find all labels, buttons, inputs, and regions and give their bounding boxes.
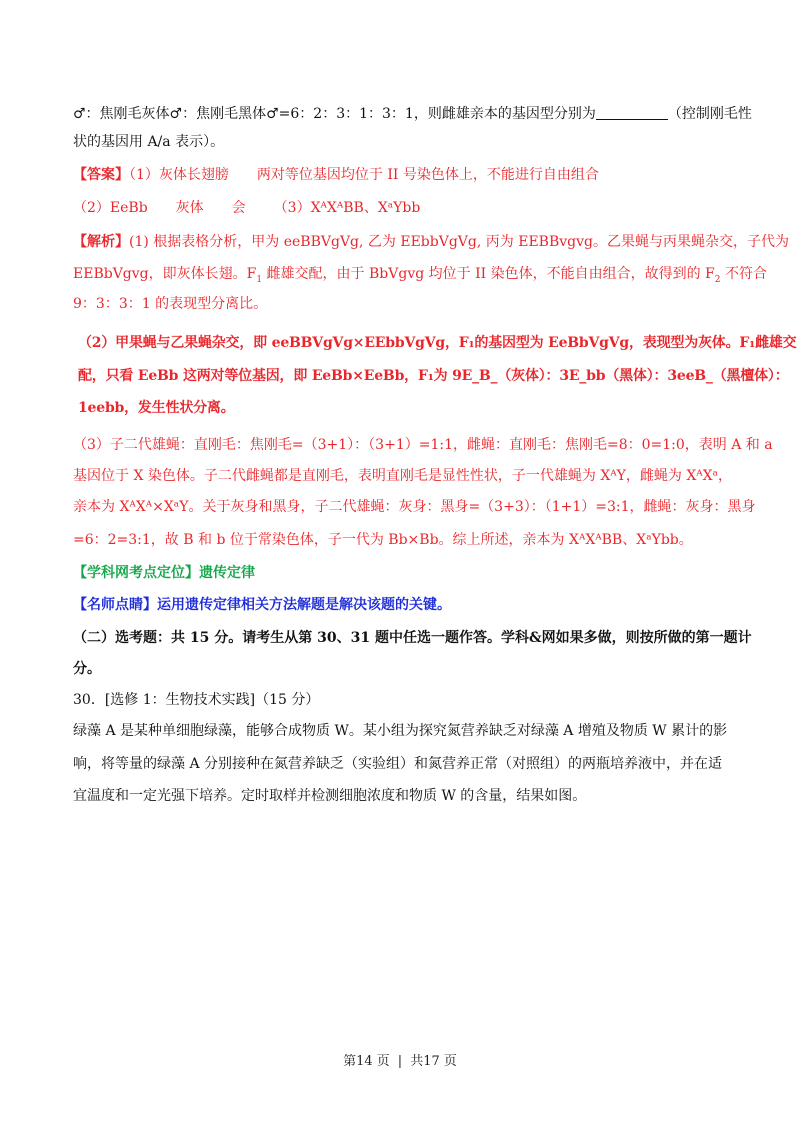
analysis-line: EEBbVgvg，即灰体长翅。$F_1$ 雌雄交配，由于 BbVgvg 均位于 II 染色体，不能自由组合，故得到的 $F_2$ 不符合 [73, 266, 767, 285]
question-text-line: 宜温度和一定光强下培养。定时取样并检测细胞浓度和物质 W 的含量，结果如图。 [73, 788, 587, 804]
page-total: 共17 页 [410, 1054, 457, 1069]
page-number: 第14 页 [343, 1054, 390, 1069]
analysis-line: 【解析】(1) 根据表格分析，甲为 eeBBVgVg, 乙为 EEbbVgVg, 丙为 EEBBvgvg。乙果蝇与丙果蝇杂交，子代为 [73, 234, 789, 250]
answer-line: 【答案】（1）灰体长翅膀 两对等位基因均位于 II 号染色体上，不能进行自由组合 [73, 167, 599, 183]
question-text-line: 绿藻 A 是某种单细胞绿藻，能够合成物质 W。某小组为探究氮营养缺乏对绿藻 A 增殖及物质 W 累计的影 [73, 723, 728, 739]
question-text-line: 响，将等量的绿藻 A 分别接种在氮营养缺乏（实验组）和氮营养正常（对照组）的两瓶培养液中，并在适 [73, 756, 723, 772]
question-text-line: ♂：焦刚毛灰体♂：焦刚毛黑体♂=6：2：3：1：3：1，则雌雄亲本的基因型分别为 （控制刚毛性 [73, 106, 752, 122]
analysis-line: 亲本为 XᴬXᴬ×XᵃY。关于灰身和黑身，子二代雄蝇：灰身：黑身=（3+3）：（1+1）=3:1，雌蝇：灰身：黑身 [73, 499, 756, 515]
topic-location: 【学科网考点定位】遗传定律 [73, 565, 255, 581]
teacher-tip: 【名师点睛】运用遗传定律相关方法解题是解决该题的关键。 [73, 597, 451, 613]
answer-blank [596, 105, 668, 120]
question-text-line: 状的基因用 A/a 表示）。 [73, 134, 225, 150]
analysis-tag: 【解析】 [73, 234, 129, 250]
section-heading: 分。 [73, 661, 101, 677]
analysis-line: 配，只看 EeBb 这两对等位基因，即 EeBb×EeBb，F₁为 9E_B_（灰体）：3E_bb（黑体）：3eeB_（黑檀体）： [78, 368, 789, 384]
analysis-line: 9：3：3：1 的表现型分离比。 [73, 296, 268, 312]
answer-tag: 【答案】 [73, 167, 129, 183]
question-title: 30．[选修 1：生物技术实践]（15 分） [73, 692, 320, 708]
page-footer: 第14 页 | 共17 页 [343, 1054, 457, 1069]
analysis-line: =6：2=3:1，故 B 和 b 位于常染色体，子一代为 Bb×Bb。综上所述，亲本为 XᴬXᴬBB、XᵃYbb。 [73, 532, 693, 548]
analysis-line: 1eebb，发生性状分离。 [78, 400, 235, 416]
analysis-line: （2）甲果蝇与乙果蝇杂交，即 eeBBVgVg×EEbbVgVg，F₁的基因型为 EeBbVgVg，表现型为灰体。F₁雌雄交 [78, 335, 797, 351]
section-heading: （二）选考题：共 15 分。请考生从第 30、31 题中任选一题作答。学科&网如果多做，则按所做的第一题计 [73, 630, 752, 646]
answer-line: （2）EeBb 灰体 会 （3）XᴬXᴬBB、XᵃYbb [73, 200, 421, 216]
analysis-line: （3）子二代雄蝇：直刚毛：焦刚毛=（3+1）：（3+1）=1:1，雌蝇：直刚毛：焦刚毛=8：0=1:0，表明 A 和 a [73, 437, 773, 453]
analysis-line: 基因位于 X 染色体。子二代雌蝇都是直刚毛，表明直刚毛是显性性状，子一代雄蝇为 XᴬY，雌蝇为 XᴬXᵃ， [73, 468, 733, 484]
